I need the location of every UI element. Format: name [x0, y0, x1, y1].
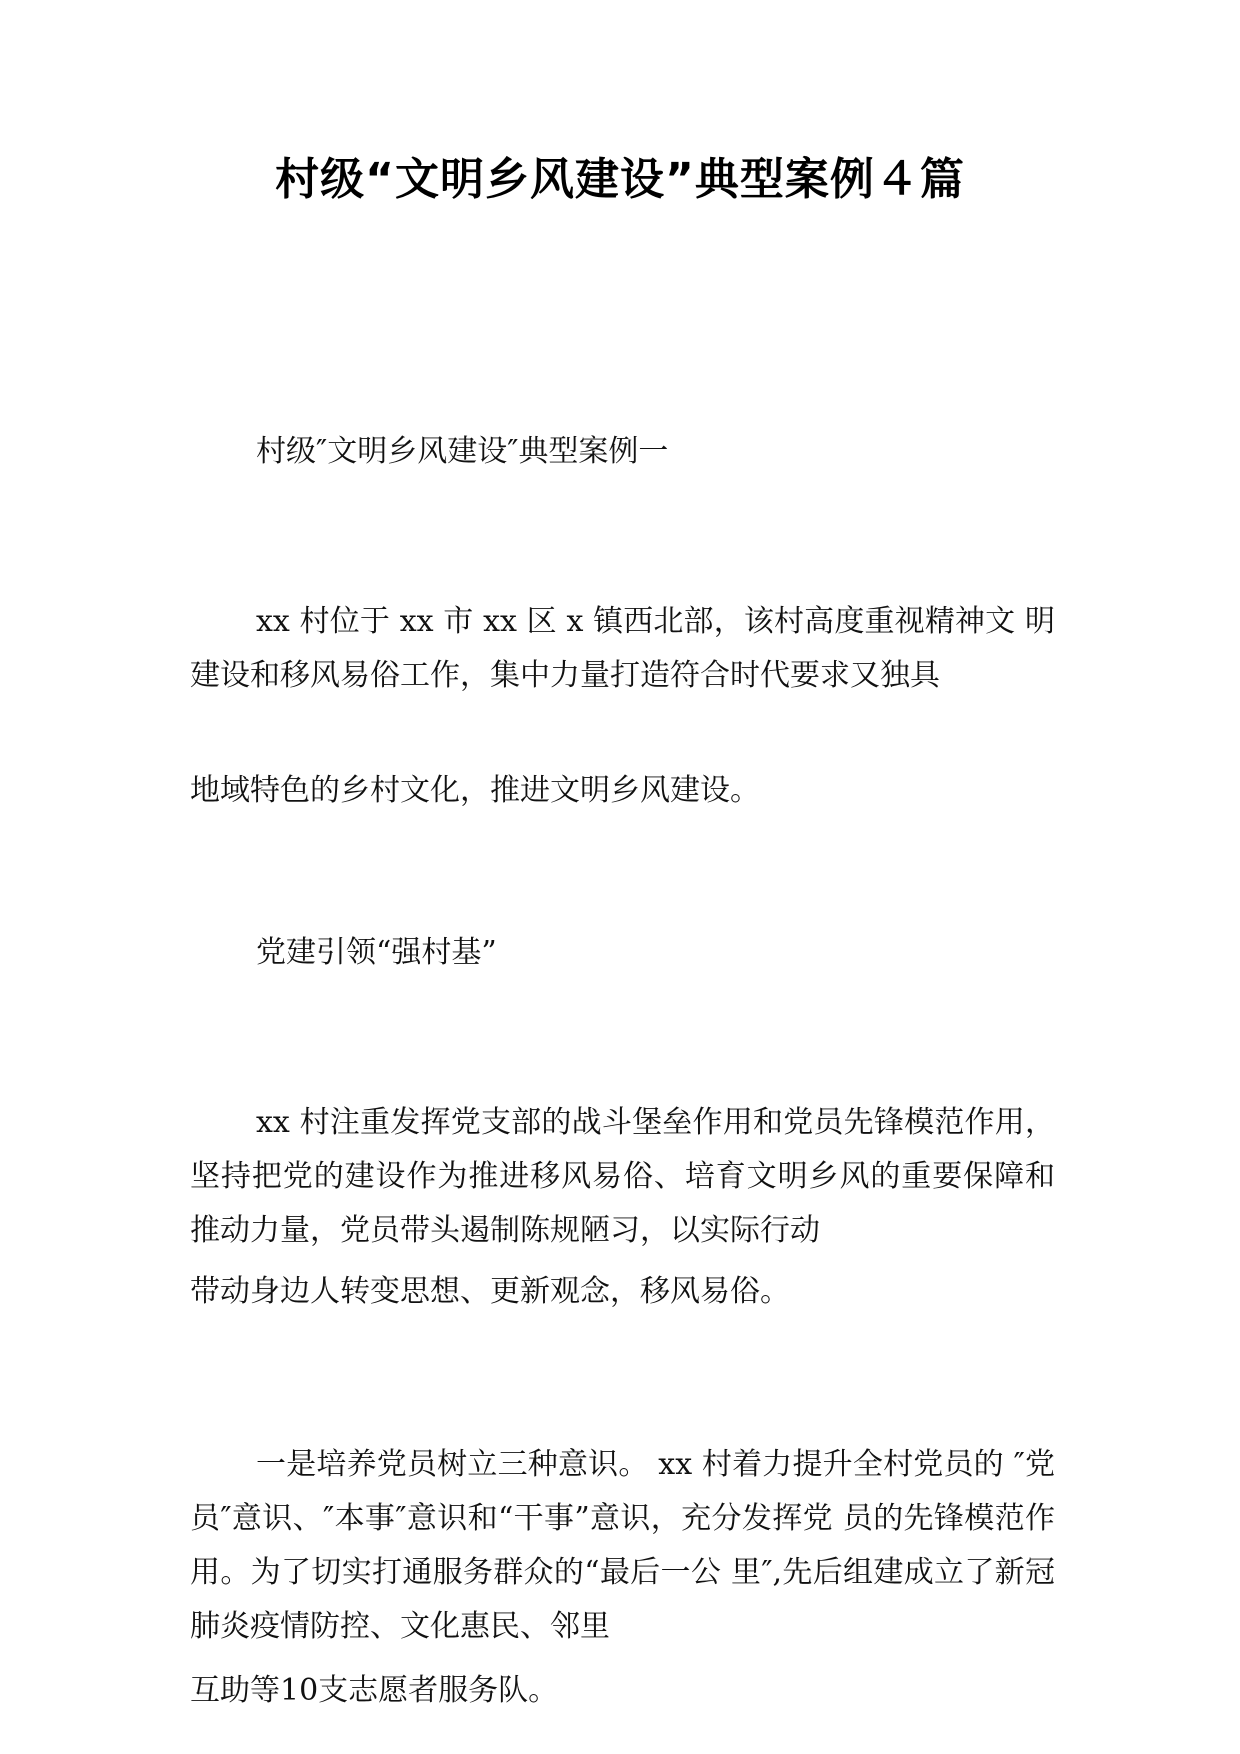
section-heading-case-one: 村级″文明乡风建设″典型案例一: [256, 434, 669, 469]
document-title: 村级“文明乡风建设”典型案例４篇: [275, 154, 965, 205]
body-paragraph-intro-continued: 地域特色的乡村文化，推进文明乡风建设。: [190, 773, 760, 808]
body-paragraph-intro: xx 村位于 xx 市 xx 区 x 镇西北部，该村高度重视精神文 明建设和移风易俗工作，集中力量打造符合时代要求又独具: [190, 604, 1055, 693]
section-heading-party-building: 党建引领“强村基”: [256, 935, 497, 970]
body-paragraph-three-awareness: 一是培养党员树立三种意识。 xx 村着力提升全村党员的 ″党员″意识、″本事″意识和“干事”意识，充分发挥党 员的先锋模范作用。为了切实打通服务群众的“最后一公 里″,先后组建成立了新冠肺炎疫情防控、文化惠民、邻里: [190, 1447, 1055, 1644]
body-paragraph-volunteer-teams: 互助等10支志愿者服务队。: [190, 1673, 559, 1708]
body-paragraph-party-role-continued: 带动身边人转变思想、更新观念，移风易俗。: [190, 1274, 790, 1309]
body-paragraph-party-role: xx 村注重发挥党支部的战斗堡垒作用和党员先锋模范作用，坚持把党的建设作为推进移风易俗、培育文明乡风的重要保障和推动力量，党员带头遏制陈规陋习，以实际行动: [190, 1105, 1055, 1248]
